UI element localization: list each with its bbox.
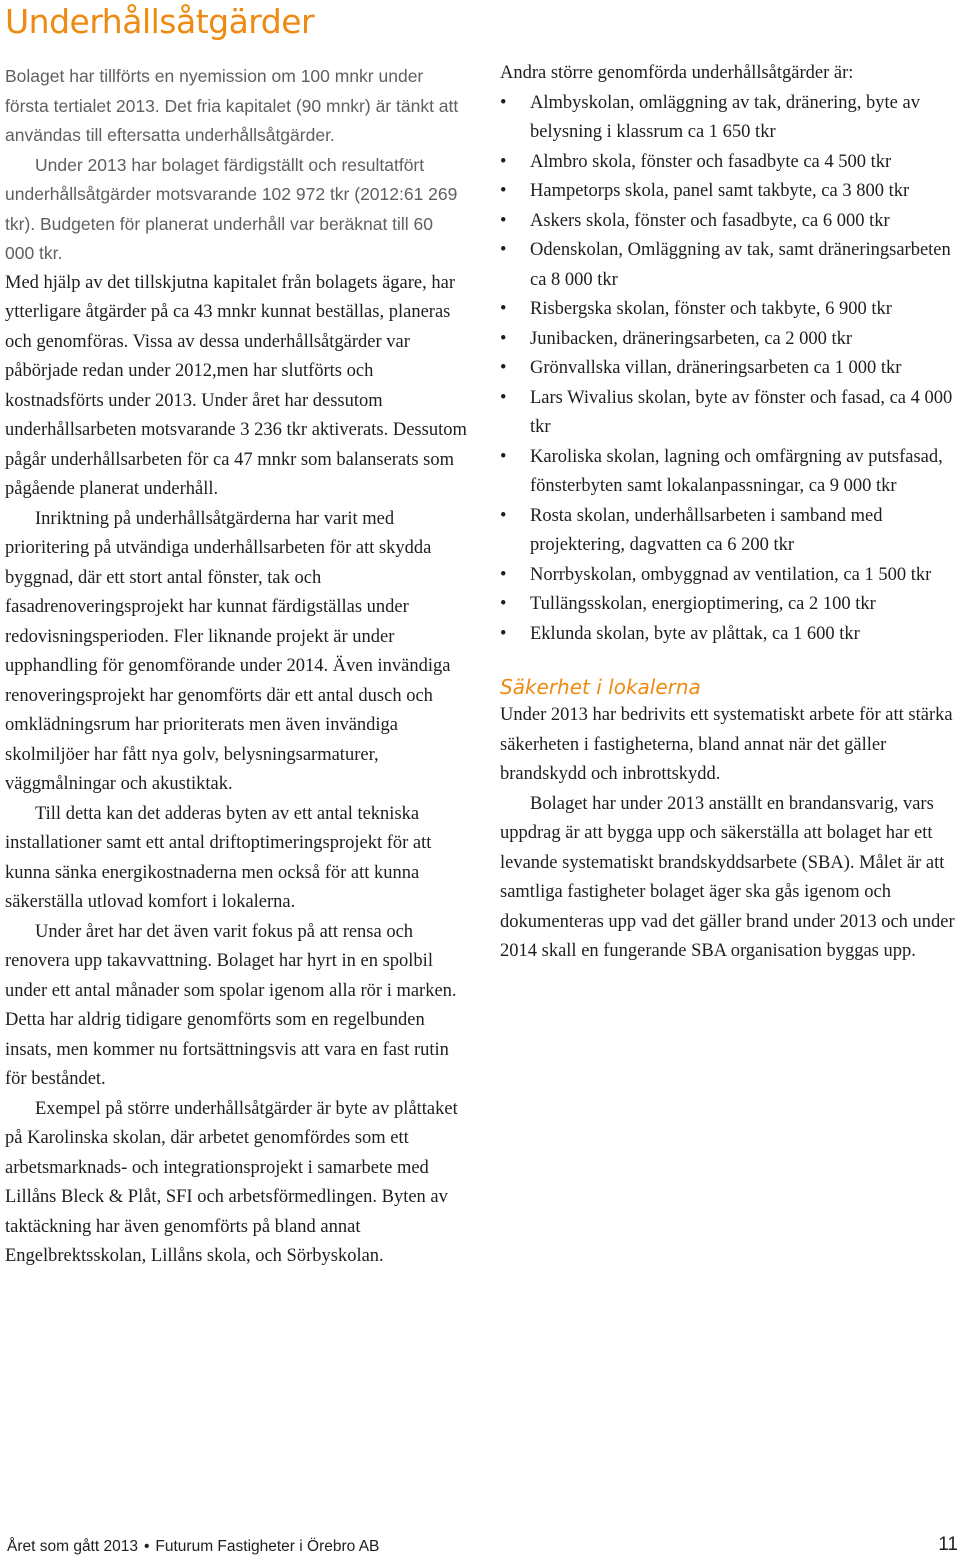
bullet-icon: • [500,92,507,113]
bullet-icon: • [500,564,507,585]
page-title: Underhållsåtgärder [5,2,315,41]
list-item: • Junibacken, dräneringsarbeten, ca 2 000 tkr [500,325,955,355]
bullet-icon: • [500,328,507,349]
bullet-icon: • [500,240,507,260]
bullet-icon: • [500,299,507,319]
bullet-icon: • [500,181,507,201]
list-item: • Almbyskolan, omläggning av tak, dränering, byte av belysning i klassrum ca 1 650 tkr [500,89,955,148]
list-item: • Hampetorps skola, panel samt takbyte, ca 3 800 tkr [500,177,955,207]
security-paragraph: Under 2013 har bedrivits ett systematiskt arbete för att stärka säkerheten i fastigheterna, bland annat när det gäller brandskydd och inbrottskydd. [500,705,953,784]
bullet-icon: • [500,358,507,378]
intro-paragraph: Bolaget har tillförts en nyemission om 100 mnkr under första tertialet 2013. Det fria kapitalet (90 mnkr) är tänkt att användas till eftersatta underhållsåtgärder. [5,66,459,145]
examples-paragraph: Exempel på större underhållsåtgärder är byte av plåttaket på Karolinska skolan, där arbetet genomfördes som ett arbetsmarknads- och integrationsprojekt i samarbete med Lillåns Bleck & Plåt, SFI och arbetsförmedlingen. Byten av taktäckning har även genomförts på bland annat Engelbrektsskolan, Lillåns skola, och Sörbyskolan. [5,1098,458,1266]
bullet-icon: • [500,210,507,231]
right-column [500,59,955,967]
list-intro: Andra större genomförda underhållsåtgärder är: [500,63,854,83]
page-number: 11 [938,1534,958,1555]
list-item: • Eklunda skolan, byte av plåttak, ca 1 600 tkr [500,620,955,650]
footer-company: Futurum Fastigheter i Örebro AB [155,1538,380,1555]
list-item: • Karoliska skolan, lagning och omfärgning av putsfasad, fönsterbyten samt lokalanpassningar, ca 9 000 tkr [500,443,955,502]
bullet-icon: • [500,594,507,614]
list-item: • Norrbyskolan, ombyggnad av ventilation, ca 1 500 tkr [500,561,955,591]
priorities-paragraph: Inriktning på underhållsåtgärderna har varit med prioritering på utvändiga underhållsarbeten för att skydda byggnad, där ett stort antal fönster, tak och fasadrenoveringsprojekt har kunnat färdigställas under redovisningsperioden. Fler liknande projekt är under upphandling för genomförande under 2014. Även invändiga renoveringsprojekt har genomförts där ett antal dusch och omklädningsrum har prioriterats men även invändiga skolmiljöer har fått nya golv, belysningsarmaturer, väggmålningar och akustiktak. [5,508,451,794]
list-item: • Risbergska skolan, fönster och takbyte, 6 900 tkr [500,295,955,325]
bullet-icon: • [500,446,507,467]
list-item: • Askers skola, fönster och fasadbyte, ca 6 000 tkr [500,207,955,237]
list-item: • Grönvallska villan, dräneringsarbeten ca 1 000 tkr [500,354,955,384]
installations-paragraph: Till detta kan det adderas byten av ett antal tekniska installationer samt ett antal driftoptimeringsprojekt för att kunna sänka energikostnaderna men också för att kunna säkerställa utlovad komfort i lokalerna. [5,803,432,912]
fire-safety-paragraph: Bolaget har under 2013 anställt en brandansvarig, vars uppdrag är att bygga upp och säkerställa att bolaget har ett levande systematiskt brandskyddsarbete (SBA). Målet är att samtliga fastigheter bolaget äger ska gås igenom och dokumenteras upp vad det gäller brand under 2013 och under 2014 skall en fungerande SBA organisation byggas upp. [500,793,955,961]
list-item: • Lars Wivalius skolan, byte av fönster och fasad, ca 4 000 tkr [500,384,955,443]
list-item: • Tullängsskolan, energioptimering, ca 2 100 tkr [500,590,955,620]
bullet-icon: • [500,387,507,408]
drainage-paragraph: Under året har det även varit fokus på att rensa och renovera upp takavvattning. Bolaget har hyrt in en spolbil under ett antal månader som spolar igenom alla rör i marken. Detta har aldrig tidigare genomförts som en regelbunden insats, men kommer nu fortsättningsvis att vara en fast rutin för beståndet. [5,921,457,1089]
capital-paragraph: Med hjälp av det tillskjutna kapitalet från bolagets ägare, har ytterligare åtgärder på ca 43 mnkr kunnat beställas, planeras och genomföras. Vissa av dessa underhållsåtgärder var påbörjade redan under 2012,men har slutförts och kostnadsförts under 2013. Under året har dessutom underhållsarbeten motsvarande 3 236 tkr aktiverats. Dessutom pågår underhållsarbeten för ca 47 mnkr som balanserats som pågående planerat underhåll. [5,272,467,499]
measures-list [500,89,955,650]
footer-publication: Året som gått 2013 • Futurum Fastigheter i Örebro AB [7,1538,380,1555]
bullet-icon: • [500,623,507,644]
results-paragraph: Under 2013 har bolaget färdigställt och resultatfört underhållsåtgärder motsvarande 102 972 tkr (2012:61 269 tkr). Budgeten för planerat underhåll var beräknat till 60 000 tkr. [5,154,458,263]
bullet-icon: • [500,151,507,172]
footer-separator: • [143,1538,150,1555]
section-heading: Säkerhet i lokalerna [500,675,701,699]
list-item: • Almbro skola, fönster och fasadbyte ca 4 500 tkr [500,148,955,178]
page-footer [7,1534,960,1558]
bullet-icon: • [500,505,507,526]
list-item: • Odenskolan, Omläggning av tak, samt dräneringsarbeten ca 8 000 tkr [500,236,955,295]
list-item: • Rosta skolan, underhållsarbeten i samband med projektering, dagvatten ca 6 200 tkr [500,502,955,561]
left-column [5,62,467,1272]
